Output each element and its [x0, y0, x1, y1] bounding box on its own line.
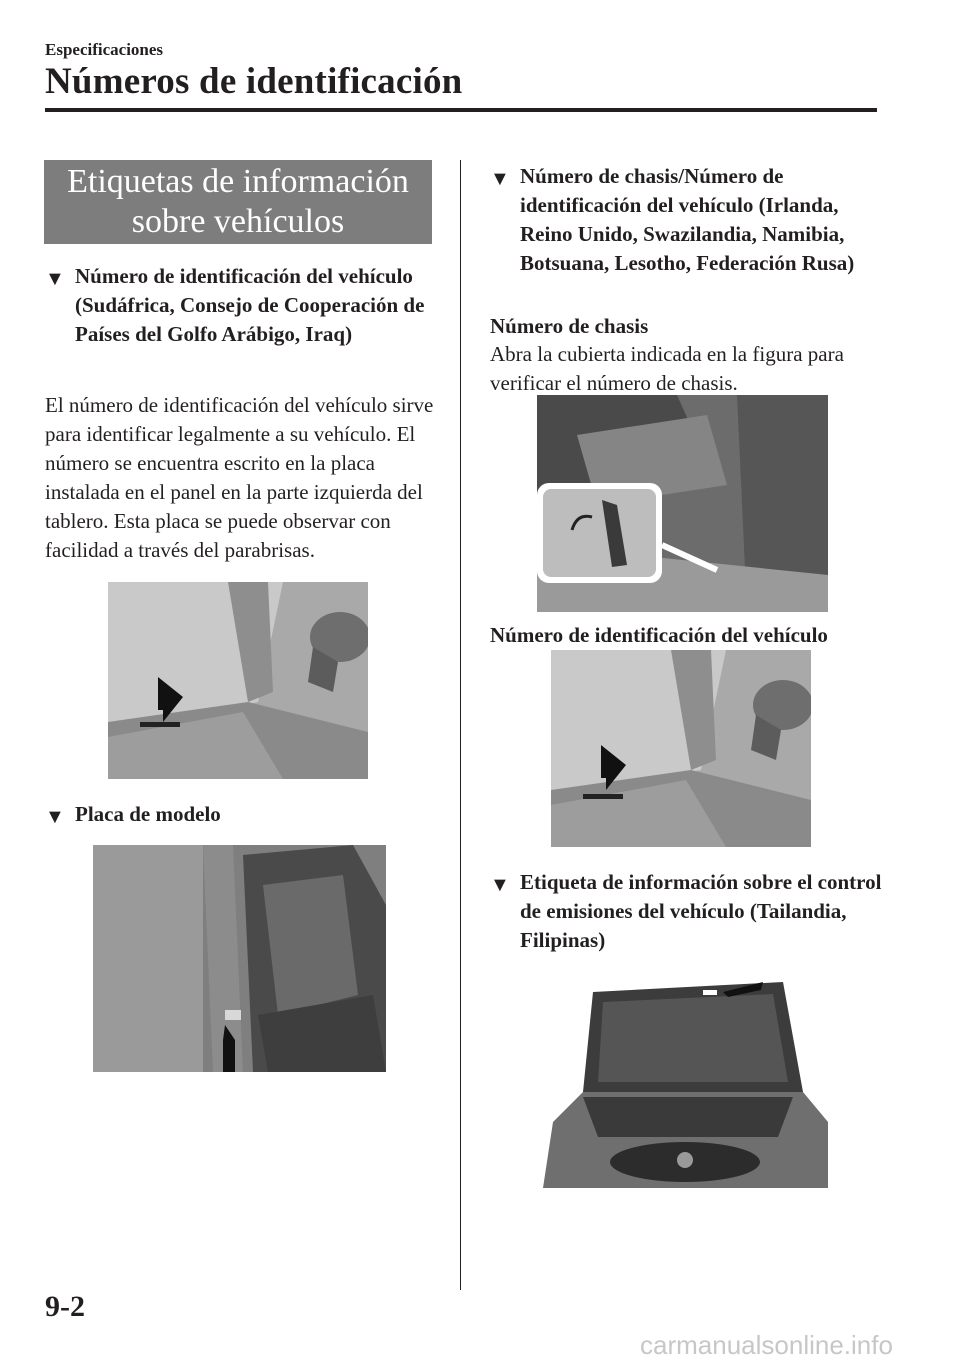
section-banner — [44, 160, 432, 244]
subheading-chassis-number: ▼ Número de chasis/Número de identificación del vehículo (Irlanda, Reino Unido, Swazilandia, Namibia, Botsuana, Lesotho, Federación Rusa) — [490, 164, 855, 275]
watermark: carmanualsonline.info — [640, 1330, 893, 1360]
column-divider — [460, 160, 461, 1290]
banner-line-2: sobre vehículos — [131, 203, 345, 240]
page-title: Números de identificación — [45, 61, 463, 102]
photo-model-plate — [93, 845, 386, 1072]
chassis-description: Abra la cubierta indicada en la figura para verificar el número de chasis. — [490, 342, 844, 395]
banner-line-1: Etiquetas de información — [67, 163, 409, 200]
down-triangle-icon: ▼ — [45, 806, 65, 828]
photo-chassis-cover — [537, 395, 828, 612]
subheading-vin-south-africa: ▼ Número de identificación del vehículo (Sudáfrica, Consejo de Cooperación de Países del Golfo Arábigo, Iraq) — [45, 264, 425, 346]
subheading-model-plate: ▼ Placa de modelo — [45, 800, 445, 829]
vin-description: El número de identificación del vehículo sirve para identificar legalmente a su vehículo. El número se encuentra escrito en la placa instalada en el panel en la parte izquierda del tablero. Esta placa se puede observar con facilidad a través del parabrisas. — [45, 393, 434, 562]
down-triangle-icon: ▼ — [45, 268, 65, 290]
chassis-label: Número de chasis — [490, 314, 649, 338]
subheading-emissions-label: ▼ Etiqueta de información sobre el control de emisiones del vehículo (Tailandia, Filipinas) — [490, 870, 882, 952]
photo-vin-dashboard-2 — [551, 650, 811, 847]
vin-label: Número de identificación del vehículo — [490, 623, 828, 647]
down-triangle-icon: ▼ — [490, 168, 510, 190]
photo-vin-dashboard — [108, 582, 368, 779]
photo-engine-hood — [543, 972, 828, 1188]
title-rule — [45, 108, 877, 112]
down-triangle-icon: ▼ — [490, 874, 510, 896]
page-number: 9-2 — [45, 1290, 85, 1323]
section-kicker: Especificaciones — [45, 40, 164, 59]
